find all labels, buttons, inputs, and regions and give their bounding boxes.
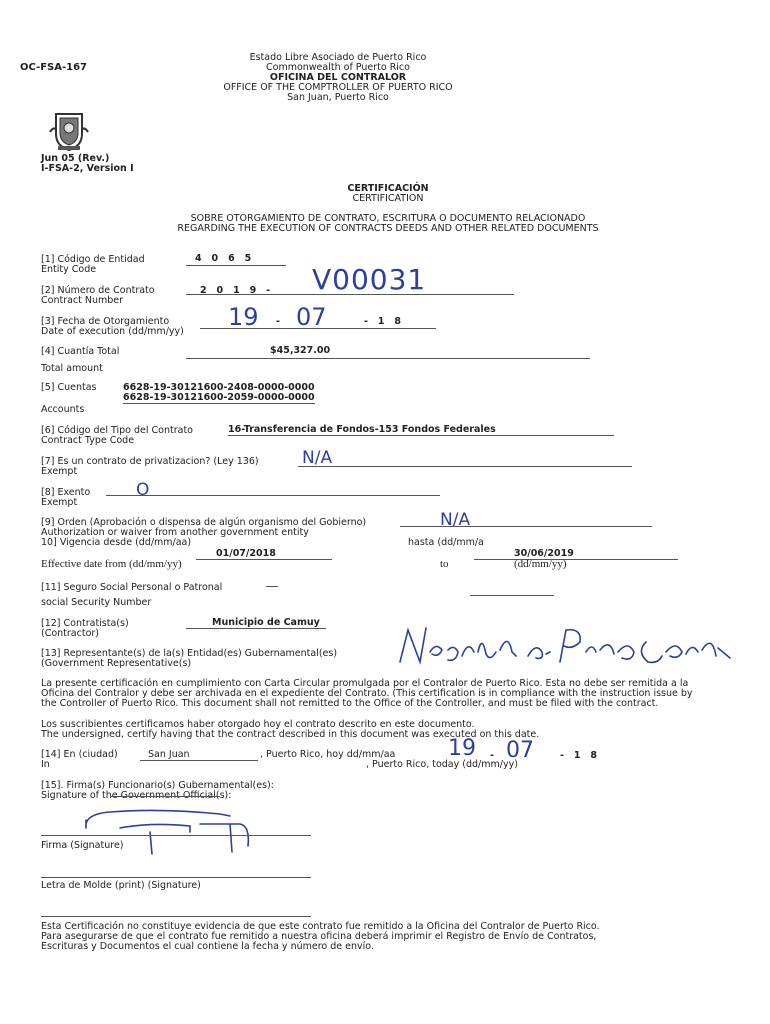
compliance-para-line-3: the Controller of Puerto Rico. This document shall not remitted to the Office of the Controller, and must be filed with the contract. [41,698,659,709]
f4-label-en: Total amount [41,363,103,374]
form-code: OC-FSA-167 [20,62,88,73]
f6-label-es: [6] Código del Tipo del Contrato [41,425,193,436]
f10-hasta-label: hasta (dd/mm/a [408,537,484,548]
print-label: Letra de Molde (print) (Signature) [41,880,201,891]
title-en: CERTIFICATION [352,193,424,204]
effective-to-line [474,559,678,560]
f3-label-es: [3] Fecha de Otorgamiento [41,316,170,327]
header-line-1: Estado Libre Asociado de Puerto Rico [249,52,427,63]
f2-label-en: Contract Number [41,295,124,306]
compliance-para-line-2: Oficina del Contralor y debe ser archivada en el expediente del Contrato. (This certification is in compliance with the instruction issue by [41,688,693,699]
print-line [41,877,311,878]
f2-label-es: [2] Número de Contrato [41,285,155,296]
footer-line-1: Esta Certificación no constituye evidencia de que este contrato fue remitido a la Oficina del Contralor de Puerto Rico. [41,921,600,932]
f4-label-es: [4] Cuantía Total [41,346,120,357]
f8-label-es: [8] Exento [41,487,91,498]
f6-label-en: Contract Type Code [41,435,135,446]
today-day-handwritten: 19 [448,736,476,761]
f14-label-es: [14] En (ciudad) [41,749,118,760]
f1-label-es: [1] Código de Entidad [41,254,145,265]
execution-date-line [200,328,436,329]
subtitle-es: SOBRE OTORGAMIENTO DE CONTRATO, ESCRITURA O DOCUMENTO RELACIONADO [190,213,586,224]
contract-number-value: 2 0 1 9 - [200,285,271,296]
entity-code-value: 4 0 6 5 [195,253,252,264]
contract-type-value: 16-Transferencia de Fondos-153 Fondos Federales [228,424,496,435]
account-value-1: 6628-19-30121600-2408-0000-0000 [123,382,315,393]
f12-label-en: (Contractor) [41,628,99,639]
privatization-line [298,466,632,467]
f5-label-es: [5] Cuentas [41,382,97,393]
today-month-handwritten: 07 [506,738,534,763]
seal-icon [48,110,90,152]
ssn-line-1 [266,586,278,587]
f13-label-es: [13] Representante(s) de la(s) Entidad(es) Gubernamental(es) [41,648,338,659]
f1-label-en: Entity Code [41,264,97,275]
today-dash: - [490,750,494,761]
title-es: CERTIFICACIÓN [347,183,429,194]
f10-label-es: 10] Vigencia desde (dd/mm/aa) [41,537,192,548]
revision: Jun 05 (Rev.) [41,153,110,164]
contractor-value: Municipio de Camuy [212,617,320,628]
version: I-FSA-2, Version I [41,163,134,174]
signature-line [41,835,311,836]
f5-label-en: Accounts [41,404,85,415]
exempt-line [106,495,440,496]
effective-to-value: 30/06/2019 [514,548,574,559]
f14-label-en: In [41,759,50,770]
account-value-2: 6628-19-30121600-2059-0000-0000 [123,392,315,403]
certify-para-line-2: The undersigned, certify having that the contract described in this document was executed on this date. [41,729,540,740]
today-year-value: - 1 8 [560,750,598,761]
header-line-3: OFICINA DEL CONTRALOR [269,72,407,83]
f9-label-en: Authorization or waiver from another government entity [41,527,309,538]
entity-code-line [186,265,286,266]
authorization-line [400,526,652,527]
f14-pr-es: , Puerto Rico, hoy dd/mm/aa [260,749,396,760]
f11-label-en: social Security Number [41,597,152,608]
f15-label-en: Signature of the Government Official(s): [41,790,232,801]
privatization-handwritten: N/A [302,448,333,468]
f11-label-es: [11] Seguro Social Personal o Patronal [41,582,223,593]
footer-line [41,916,311,917]
f7-label-en: Exempt [41,466,78,477]
f13-label-en: (Government Representative(s) [41,658,192,669]
header-line-2: Commonwealth of Puerto Rico [266,62,410,73]
effective-from-line [196,559,332,560]
firma-label: Firma (Signature) [41,840,124,851]
execution-day-handwritten: 19 [228,303,259,331]
exempt-handwritten: O [136,480,150,500]
f8-label-en: Exempt [41,497,78,508]
representative-signature [396,622,736,670]
f10-to-label: to [440,558,449,570]
execution-year-value: - 1 8 [364,316,402,327]
f3-label-en: Date of execution (dd/mm/yy) [41,326,184,337]
strike-line [110,796,220,797]
total-amount-line [186,358,590,359]
f9-label-es: [9] Orden (Aprobación o dispensa de algún organismo del Gobierno) [41,517,367,528]
ssn-line-2 [470,595,554,596]
f12-label-es: [12] Contratista(s) [41,618,129,629]
total-amount-value: $45,327.00 [270,345,331,356]
footer-line-3: Escrituras y Documentos el cual contiene la fecha y número de envío. [41,941,374,952]
execution-month-handwritten: 07 [296,303,327,331]
effective-from-value: 01/07/2018 [216,548,276,559]
footer-line-2: Para asegurarse de que el contrato fue remitido a nuestra oficina deberá imprimir el Registro de Envío de Contratos, [41,931,597,942]
subtitle-en: REGARDING THE EXECUTION OF CONTRACTS DEEDS AND OTHER RELATED DOCUMENTS [177,223,599,234]
contract-number-line [186,294,514,295]
header-line-4: OFFICE OF THE COMPTROLLER OF PUERTO RICO [223,82,453,93]
city-value: San Juan [148,749,190,760]
f15-label-es: [15]. Firma(s) Funcionario(s) Gubernamental(es): [41,780,274,791]
authorization-handwritten: N/A [440,510,471,530]
compliance-para-line-1: La presente certificación en cumplimiento con Carta Circular promulgada por el Contralor de Puerto Rico. Esta no debe ser remitida a la [41,678,689,689]
contractor-line [186,628,326,629]
city-line [140,760,258,761]
certify-para-line-1: Los suscribientes certificamos haber otorgado hoy el contrato descrito en este documento. [41,719,475,730]
header-line-5: San Juan, Puerto Rico [287,92,389,103]
execution-date-dash: - [276,316,280,327]
contract-type-line [228,435,614,436]
f10-label-en: Effective date from (dd/mm/yy) [41,558,182,570]
f10-to-format: (dd/mm/yy) [514,558,567,570]
f14-pr-en: , Puerto Rico, today (dd/mm/yy) [366,759,518,770]
contract-number-handwritten: V00031 [312,263,427,296]
f7-label-es: [7] Es un contrato de privatizacion? (Ley 136) [41,456,259,467]
